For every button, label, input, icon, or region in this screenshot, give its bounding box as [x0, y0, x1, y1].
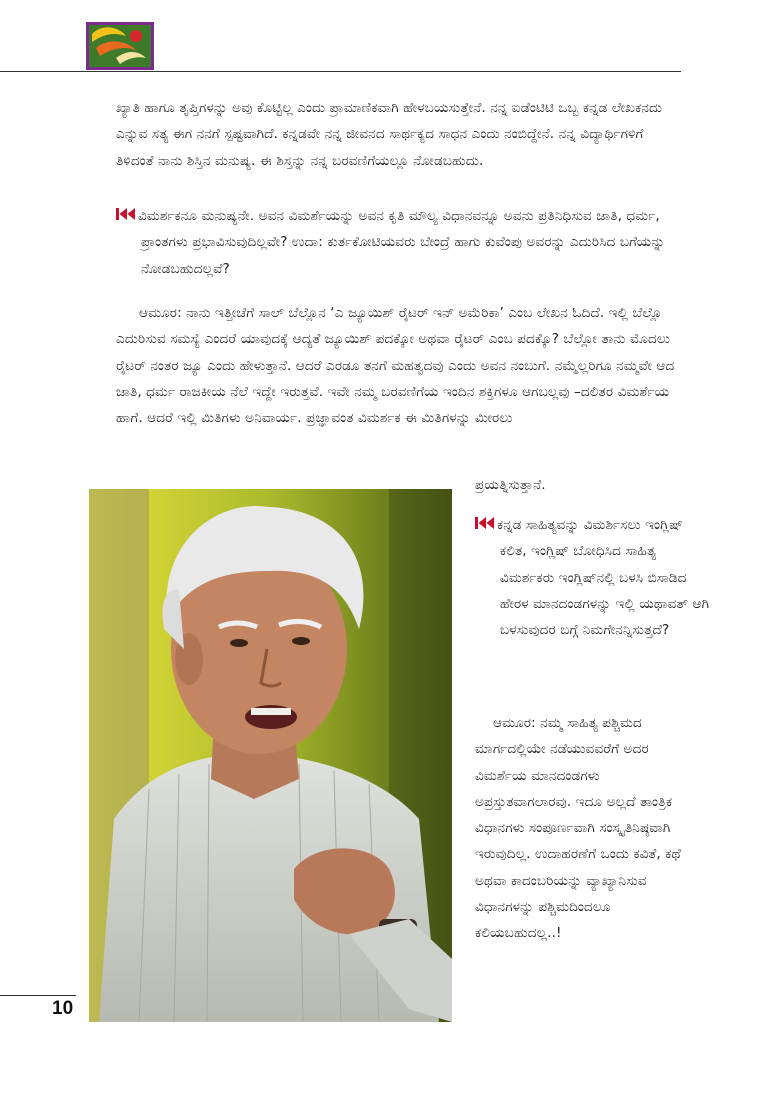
header-rule: [0, 71, 681, 72]
footer-rule: [0, 995, 76, 996]
question-1-text: ವಿಮರ್ಶಕನೂ ಮನುಷ್ಯನೇ. ಅವನ ವಿಮರ್ಶೆಯನ್ನು ಅವನ ಕೃತಿ ಮೌಲ್ಯ ವಿಧಾನವನ್ನೂ ಅವನು ಪ್ರತಿನಿಧಿಸುವ ಜಾತಿ, ಧರ್ಮ, ಪ್ರಾಂತಗಳು ಪ್ರಭಾವಿಸುವುದಿಲ್ಲವೇ? ಉದಾ: ಕುರ್ತಕೋಟಿಯವರು ಬೇಂದ್ರೆ ಹಾಗು ಕುವೆಂಪು ಅವರನ್ನು ಎದುರಿಸಿದ ಬಗೆಯನ್ನು ನೋಡಬಹುದಲ್ಲವೆ?: [138, 208, 666, 277]
answer-1-end: ಪ್ರಯತ್ನಿಸುತ್ತಾನೆ.: [475, 477, 546, 493]
portrait-photo-icon: [89, 489, 452, 1022]
question-2-text: ಕನ್ನಡ ಸಾಹಿತ್ಯವನ್ನು ವಿಮರ್ಶಿಸಲು ಇಂಗ್ಲಿಷ್ ಕಲಿತ, ಇಂಗ್ಲಿಷ್ ಬೋಧಿಸಿದ ಸಾಹಿತ್ಯ ವಿಮರ್ಶಕರು ಇಂಗ್ಲಿಷ್‌ನಲ್ಲಿ ಬಳಸಿ ಬಿಸಾಡಿದ ಹೇರಳ ಮಾನದಂಡಗಳನ್ನು ಇಲ್ಲಿ ಯಥಾವತ್ ಆಗಿ ಬಳಸುವುದರ ಬಗ್ಗೆ ನಿಮಗೇನನ್ನಿಸುತ್ತದೆ?: [497, 517, 710, 639]
page-number: 10: [52, 998, 74, 1019]
answer-2: ಆಮೂರ: ನಮ್ಮ ಸಾಹಿತ್ಯ ಪಶ್ಚಿಮದ ಮಾರ್ಗದಲ್ಲಿಯೇ ನಡೆಯುವವರೆಗೆ ಅದರ ವಿಮರ್ಶೆಯ ಮಾನದಂಡಗಳು ಅಪ್ರಸ್ತುತವಾಗಲಾರವು. ಇದೂ ಅಲ್ಲದೆ ತಾಂತ್ರಿಕ ವಿಧಾನಗಳು ಸಂಪೂರ್ಣವಾಗಿ ಸಂಸ್ಕೃತಿನಿಷ್ಠವಾಗಿ ಇರುವುದಿಲ್ಲ. ಉದಾಹರಣೆಗೆ ಒಂದು ಕವಿತೆ, ಕಥೆ ಅಥವಾ ಕಾದಂಬರಿಯನ್ನು ವ್ಯಾಖ್ಯಾನಿಸುವ ವಿಧಾನಗಳನ್ನು ಪಶ್ಚಿಮದಿಂದಲೂ ಕಲಿಯಬಹುದಲ್ಲ..!: [475, 715, 681, 942]
paragraph-intro: ಖ್ಯಾತಿ ಹಾಗೂ ತೃಪ್ತಿಗಳನ್ನು ಅವು ಕೊಟ್ಟಿಲ್ಲ ಎಂದು ಪ್ರಾಮಾಣಿಕವಾಗಿ ಹೇಳಬಯಸುತ್ತೇನೆ. ನನ್ನ ಐಡೆಂಟಿಟಿ ಒಬ್ಬ ಕನ್ನಡ ಲೇಖಕನದು ಎನ್ನುವ ಸತ್ಯ ಈಗ ನನಗೆ ಸ್ಪಷ್ಟವಾಗಿದೆ. ಕನ್ನಡವೇ ನನ್ನ ಜೀವನದ ಸಾರ್ಥಕ್ಯದ ಸಾಧನ ಎಂದು ನಂಬಿದ್ದೇನೆ. ನನ್ನ ವಿದ್ಯಾರ್ಥಿಗಳಿಗೆ ತಿಳಿದಂತೆ ನಾನು ಶಿಸ್ತಿನ ಮನುಷ್ಯ. ಈ ಶಿಸ್ತನ್ನು ನನ್ನ ಬರವಣಿಗೆಯಲ್ಲೂ ನೋಡಬಹುದು.: [116, 100, 663, 169]
magazine-logo-icon: [86, 22, 154, 70]
question-marker-icon: [475, 516, 497, 530]
answer-1: ಆಮೂರ: ನಾನು ಇತ್ತೀಚೆಗೆ ಸಾಲ್ ಬೆಲ್ಲೊನ ‘ಎ ಜ್ಯೂಯಿಶ್ ರೈಟರ್ ಇನ್ ಅಮೆರಿಕಾ’ ಎಂಬ ಲೇಖನ ಓದಿದೆ. ಇಲ್ಲಿ ಬೆಲ್ಲೊ ಎದುರಿಸುವ ಸಮಸ್ಯೆ ಎಂದರೆ ಯಾವುದಕ್ಕೆ ಆದ್ಯತೆ ಜ್ಯೂಯಿಶ್ ಪದಕ್ಕೋ ಅಥವಾ ರೈಟರ್ ಎಂಬ ಪದಕ್ಕೊ? ಬೆಲ್ಲೋ ತಾನು ಮೊದಲು ರೈಟರ್ ನಂತರ ಜ್ಯೂ ಎಂದು ಹೇಳುತ್ತಾನೆ. ಆದರೆ ಎರಡೂ ತನಗೆ ಮಹತ್ವದವು ಎಂದು ಅವನ ನಂಬುಗೆ. ನಮ್ಮೆಲ್ಲರಿಗೂ ನಮ್ಮವೇ ಆದ ಜಾತಿ, ಧರ್ಮ ರಾಜಕೀಯ ನೆಲೆ ಇದ್ದೇ ಇರುತ್ತವೆ. ಇವೇ ನಮ್ಮ ಬರವಣಿಗೆಯ ಇಂದಿನ ಶಕ್ತಿಗಳೂ ಆಗಬಲ್ಲವು –ದಲಿತರ ವಿಮರ್ಶೆಯ ಹಾಗೆ. ಆದರೆ ಇಲ್ಲಿ ಮಿತಿಗಳು ಅನಿವಾರ್ಯ. ಪ್ರಜ್ಞಾವಂತ ವಿಮರ್ಶಕ ಈ ಮಿತಿಗಳನ್ನು ಮೀರಲು: [116, 305, 675, 427]
question-2: [475, 512, 712, 643]
question-marker-icon: [116, 207, 138, 221]
question-1: [116, 203, 703, 282]
